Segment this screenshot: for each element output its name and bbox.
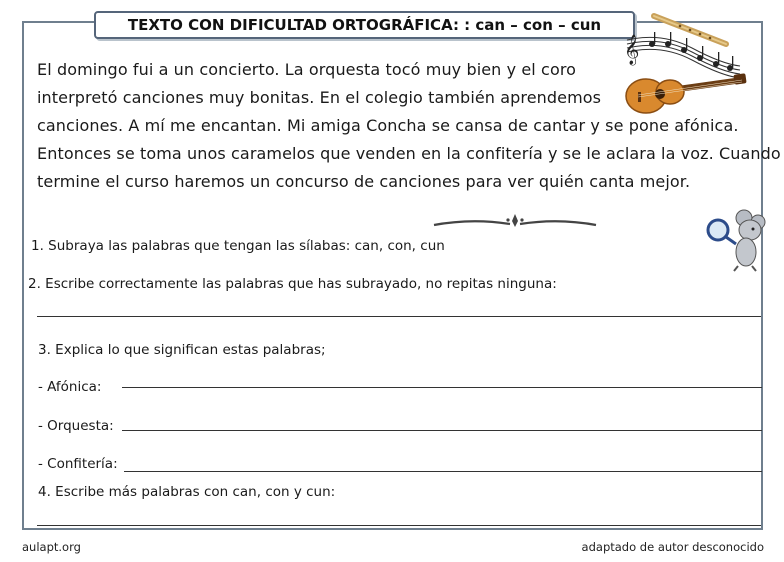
footer-left-credit: aulapt.org xyxy=(22,540,81,554)
word-orquesta: - Orquesta: xyxy=(38,418,114,434)
question-4: 4. Escribe más palabras con can, con y cun: xyxy=(38,484,336,500)
question-2: 2. Escribe correctamente las palabras que has subrayado, no repitas ninguna: xyxy=(28,276,557,292)
story-line: interpretó canciones muy bonitas. En el colegio también aprendemos xyxy=(37,88,602,107)
story-line: El domingo fui a un concierto. La orquesta tocó muy bien y el coro xyxy=(37,60,577,79)
story-text xyxy=(37,56,781,196)
answer-line-orquesta[interactable] xyxy=(122,430,762,431)
mouse-magnifier-icon xyxy=(704,208,766,272)
story-line: termine el curso haremos un concurso de canciones para ver quién canta mejor. xyxy=(37,172,691,191)
worksheet-title: TEXTO CON DIFICULTAD ORTOGRÁFICA: : can – con – cun xyxy=(94,11,635,39)
answer-line-4[interactable] xyxy=(37,525,761,526)
word-confiteria: - Confitería: xyxy=(38,456,118,472)
story-line: canciones. A mí me encantan. Mi amiga Concha se cansa de cantar y se pone afónica. xyxy=(37,116,739,135)
story-line: Entonces se toma unos caramelos que venden en la confitería y se le aclara la voz. Cuando xyxy=(37,144,781,163)
answer-line-2[interactable] xyxy=(37,316,761,317)
answer-line-confiteria[interactable] xyxy=(124,471,762,472)
ornament-divider-icon xyxy=(432,210,598,232)
svg-text:𝄞: 𝄞 xyxy=(624,35,640,65)
word-afonica: - Afónica: xyxy=(38,379,102,395)
answer-line-afonica[interactable] xyxy=(122,387,762,388)
footer-right-credit: adaptado de autor desconocido xyxy=(581,540,764,554)
question-1: 1. Subraya las palabras que tengan las sílabas: can, con, cun xyxy=(31,238,445,254)
recorder-flute-icon xyxy=(650,12,730,48)
question-3: 3. Explica lo que significan estas palabras; xyxy=(38,342,326,358)
